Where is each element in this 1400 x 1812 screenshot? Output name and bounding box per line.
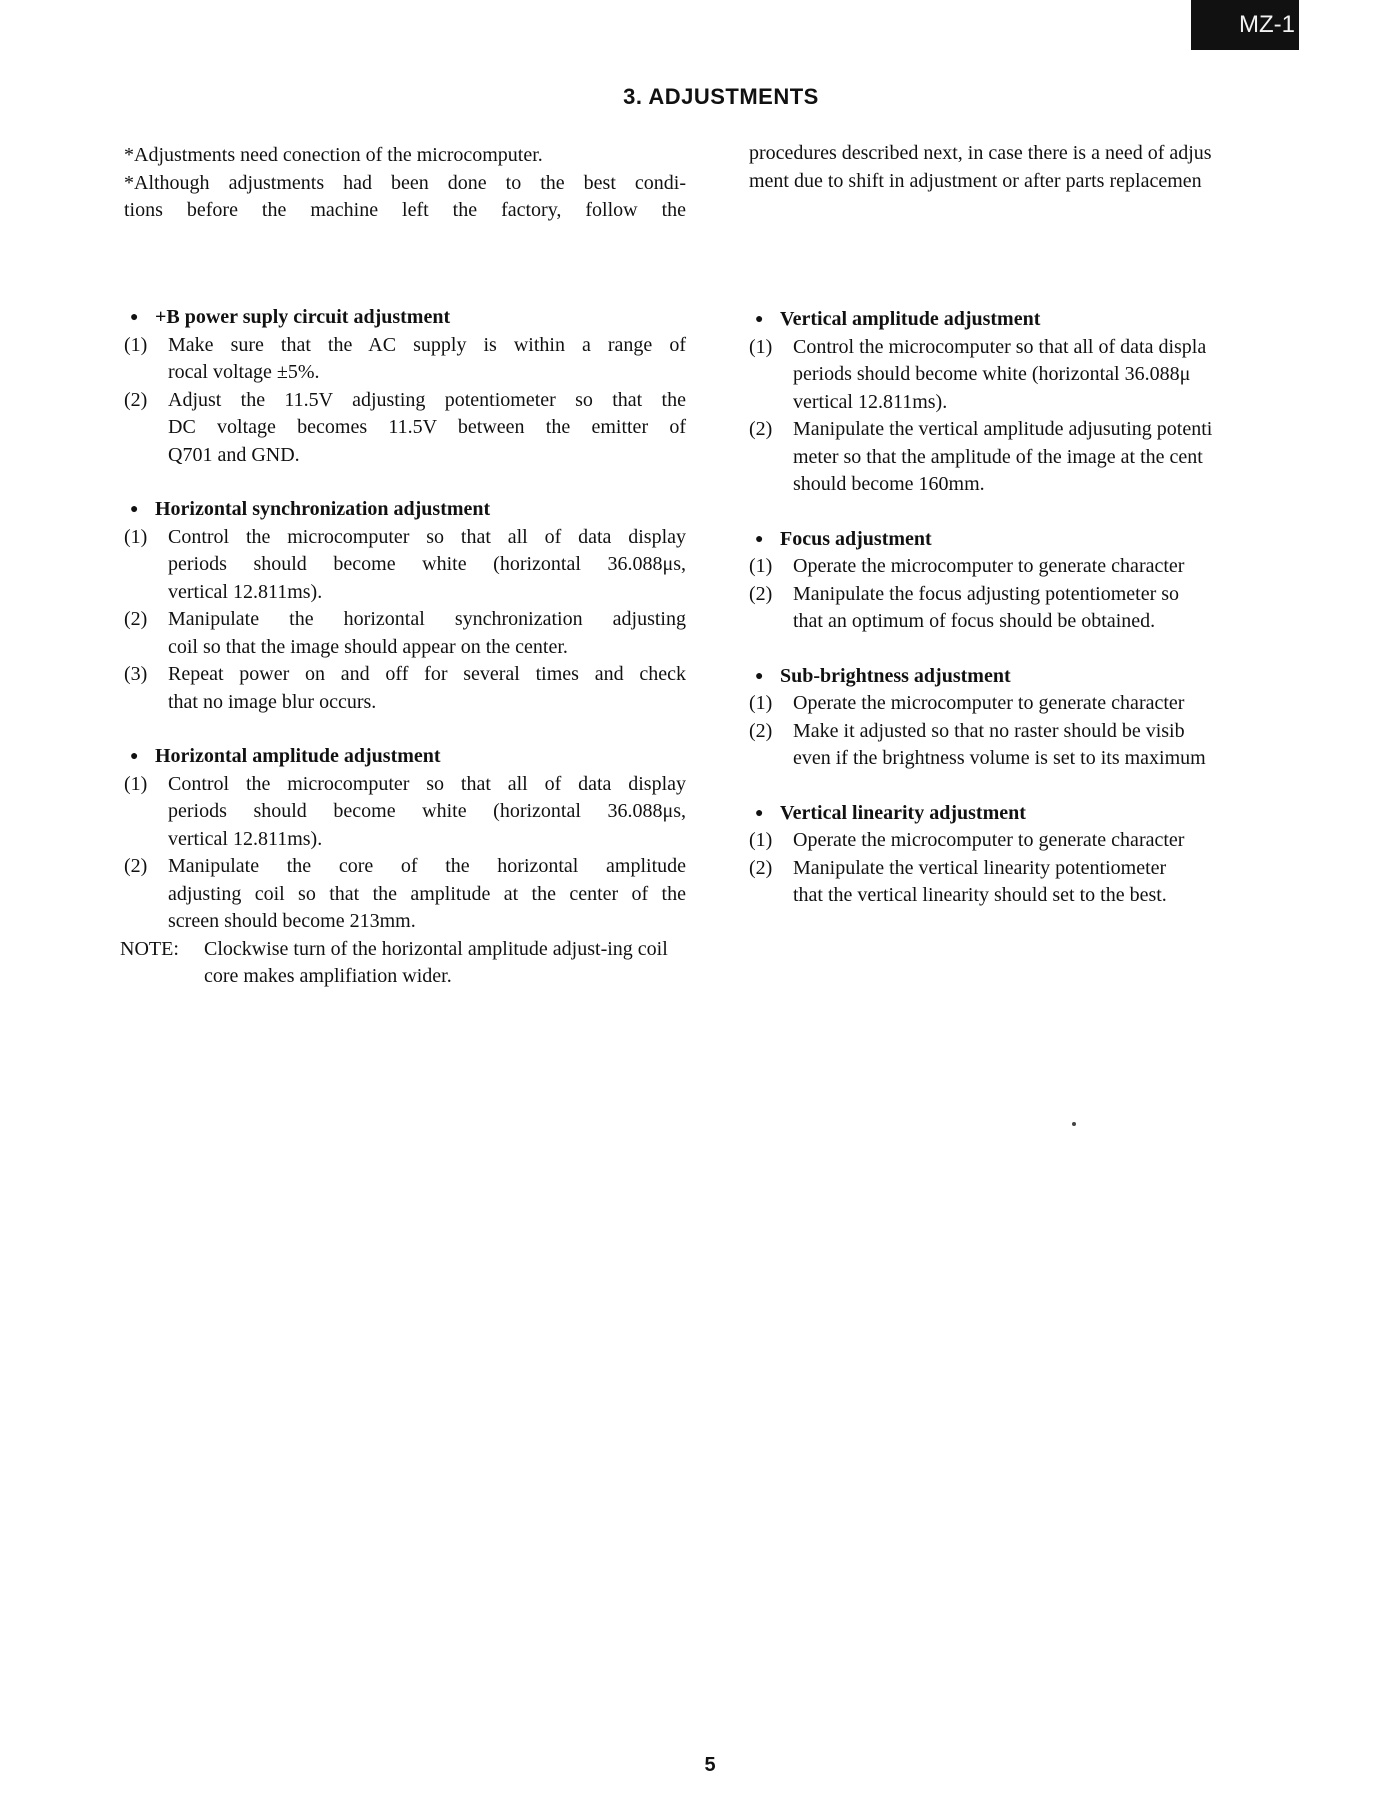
section-heading <box>124 304 686 332</box>
step-line: Manipulate the focus adjusting potentiometer so <box>793 582 1180 605</box>
step-number: (1) <box>124 772 148 795</box>
step-line: Manipulate the vertical amplitude adjusuting potenti <box>793 418 1213 440</box>
step-line: Make sure that the AC supply is within a range of <box>168 333 686 356</box>
procedure-step <box>749 416 1287 499</box>
procedure-step <box>124 332 686 387</box>
adjustment-section <box>749 663 1287 773</box>
step-line: Make it adjusted so that no raster should be visib <box>793 719 1185 742</box>
step-line: vertical 12.811ms). <box>793 390 948 413</box>
intro-left <box>124 142 686 225</box>
step-line: meter so that the amplitude of the image at the cent <box>793 445 1203 468</box>
step-line: Manipulate the core of the horizontal amplitude <box>168 855 686 877</box>
section-heading <box>749 306 1287 334</box>
section-heading-text: Focus adjustment <box>780 527 932 550</box>
left-column <box>120 304 686 1018</box>
section-heading-text: Sub-brightness adjustment <box>780 664 1011 687</box>
intro-line: procedures described next, in case there is a need of adjus <box>749 142 1212 164</box>
adjustment-section <box>749 526 1287 636</box>
intro-line: *Adjustments need conection of the microcomputer. <box>124 144 543 166</box>
step-line: that the vertical linearity should set to the best. <box>793 884 1167 906</box>
section-heading-text: Horizontal synchronization adjustment <box>155 498 491 520</box>
step-line: periods should become white (horizontal 36.088μs, <box>168 553 686 575</box>
step-line: Operate the microcomputer to generate character <box>793 829 1185 851</box>
section-heading <box>749 526 1287 554</box>
step-number: (2) <box>124 388 148 411</box>
step-number: (1) <box>749 829 773 851</box>
right-column <box>749 306 1287 937</box>
procedure-step <box>124 853 686 936</box>
step-number: (1) <box>124 333 148 356</box>
step-number: (1) <box>749 555 773 577</box>
procedure-step <box>749 855 1287 910</box>
bullet-icon: ● <box>755 805 764 821</box>
bullet-icon: ● <box>755 531 764 547</box>
step-number: (2) <box>749 418 773 440</box>
step-number: (2) <box>749 856 773 879</box>
page-number: 5 <box>704 1754 716 1776</box>
step-line: Q701 and GND. <box>168 443 300 466</box>
adjustment-section <box>749 800 1287 910</box>
adjustment-section <box>124 304 686 469</box>
step-line: even if the brightness volume is set to its maximum <box>793 747 1206 769</box>
step-line: Manipulate the horizontal synchronization adjusting <box>168 608 686 630</box>
step-number: (1) <box>749 335 773 358</box>
bullet-icon: ● <box>755 312 764 327</box>
note-line: ing coil core makes amplifiation wider. <box>204 937 668 987</box>
note-label: NOTE: <box>120 937 179 960</box>
step-line: that an optimum of focus should be obtained. <box>793 610 1156 632</box>
step-line: Control the microcomputer so that all of data display <box>168 772 686 795</box>
step-line: periods should become white (horizontal 36.088μs, <box>168 800 686 822</box>
procedure-step <box>124 524 686 607</box>
intro-line: *Although adjustments had been done to the best condi- <box>124 171 686 194</box>
step-line: vertical 12.811ms). <box>168 580 323 603</box>
step-line: Control the microcomputer so that all of data display <box>168 525 686 548</box>
step-line: that no image blur occurs. <box>168 690 377 713</box>
step-line: screen should become 213mm. <box>168 910 416 932</box>
intro-line: ment due to shift in adjustment or after parts replacemen <box>749 169 1202 192</box>
bullet-icon: ● <box>130 502 139 517</box>
section-heading-text: Vertical amplitude adjustment <box>780 308 1041 330</box>
procedure-step <box>749 718 1287 773</box>
step-line: Control the microcomputer so that all of data displa <box>793 335 1207 358</box>
step-line: Operate the microcomputer to generate character <box>793 555 1185 577</box>
section-heading-text: Vertical linearity adjustment <box>780 801 1026 824</box>
step-number: (2) <box>124 608 148 630</box>
bullet-icon: ● <box>755 668 764 684</box>
step-line: coil so that the image should appear on the center. <box>168 635 568 658</box>
step-number: (2) <box>749 582 773 605</box>
scan-speck <box>1072 1122 1076 1126</box>
procedure-step <box>124 387 686 470</box>
step-number: (1) <box>749 692 773 714</box>
intro-line: tions before the machine left the factory, follow the <box>124 199 686 221</box>
procedure-step <box>124 606 686 661</box>
intro-right <box>749 140 1287 195</box>
page-title: 3. ADJUSTMENTS <box>623 84 819 109</box>
step-number: (2) <box>124 855 148 877</box>
step-line: adjusting coil so that the amplitude at the center of the <box>168 882 686 905</box>
step-line: vertical 12.811ms). <box>168 827 323 850</box>
step-number: (1) <box>124 525 148 548</box>
procedure-step <box>124 771 686 854</box>
step-line: periods should become white (horizontal 36.088μ <box>793 363 1191 385</box>
note-block <box>120 936 686 991</box>
procedure-step <box>749 334 1287 417</box>
step-number: (3) <box>124 663 148 685</box>
section-heading <box>749 663 1287 691</box>
step-line: DC voltage becomes 11.5V between the emitter of <box>168 416 686 438</box>
step-line: Manipulate the vertical linearity potentiometer <box>793 856 1167 879</box>
step-line: Adjust the 11.5V adjusting potentiometer so that the <box>168 388 686 411</box>
step-line: Operate the microcomputer to generate character <box>793 692 1185 714</box>
procedure-step <box>124 661 686 716</box>
procedure-step <box>749 581 1287 636</box>
section-heading-text: +B power suply circuit adjustment <box>155 306 451 328</box>
adjustment-section <box>120 743 686 991</box>
procedure-step <box>749 553 1287 581</box>
section-heading <box>124 496 686 524</box>
section-heading <box>124 743 686 771</box>
bullet-icon: ● <box>130 749 139 764</box>
section-heading-text: Horizontal amplitude adjustment <box>155 745 441 767</box>
step-number: (2) <box>749 719 773 742</box>
model-tag: MZ-1 <box>1191 0 1299 50</box>
adjustment-section <box>124 496 686 716</box>
bullet-icon: ● <box>130 310 139 325</box>
note-line: Clockwise turn of the horizontal amplitude adjust- <box>204 937 608 960</box>
procedure-step <box>749 827 1287 855</box>
step-line: Repeat power on and off for several times and check <box>168 663 686 685</box>
procedure-step <box>749 690 1287 718</box>
step-line: rocal voltage ±5%. <box>168 361 320 383</box>
step-line: should become 160mm. <box>793 473 985 495</box>
adjustment-section <box>749 306 1287 499</box>
section-heading <box>749 800 1287 828</box>
